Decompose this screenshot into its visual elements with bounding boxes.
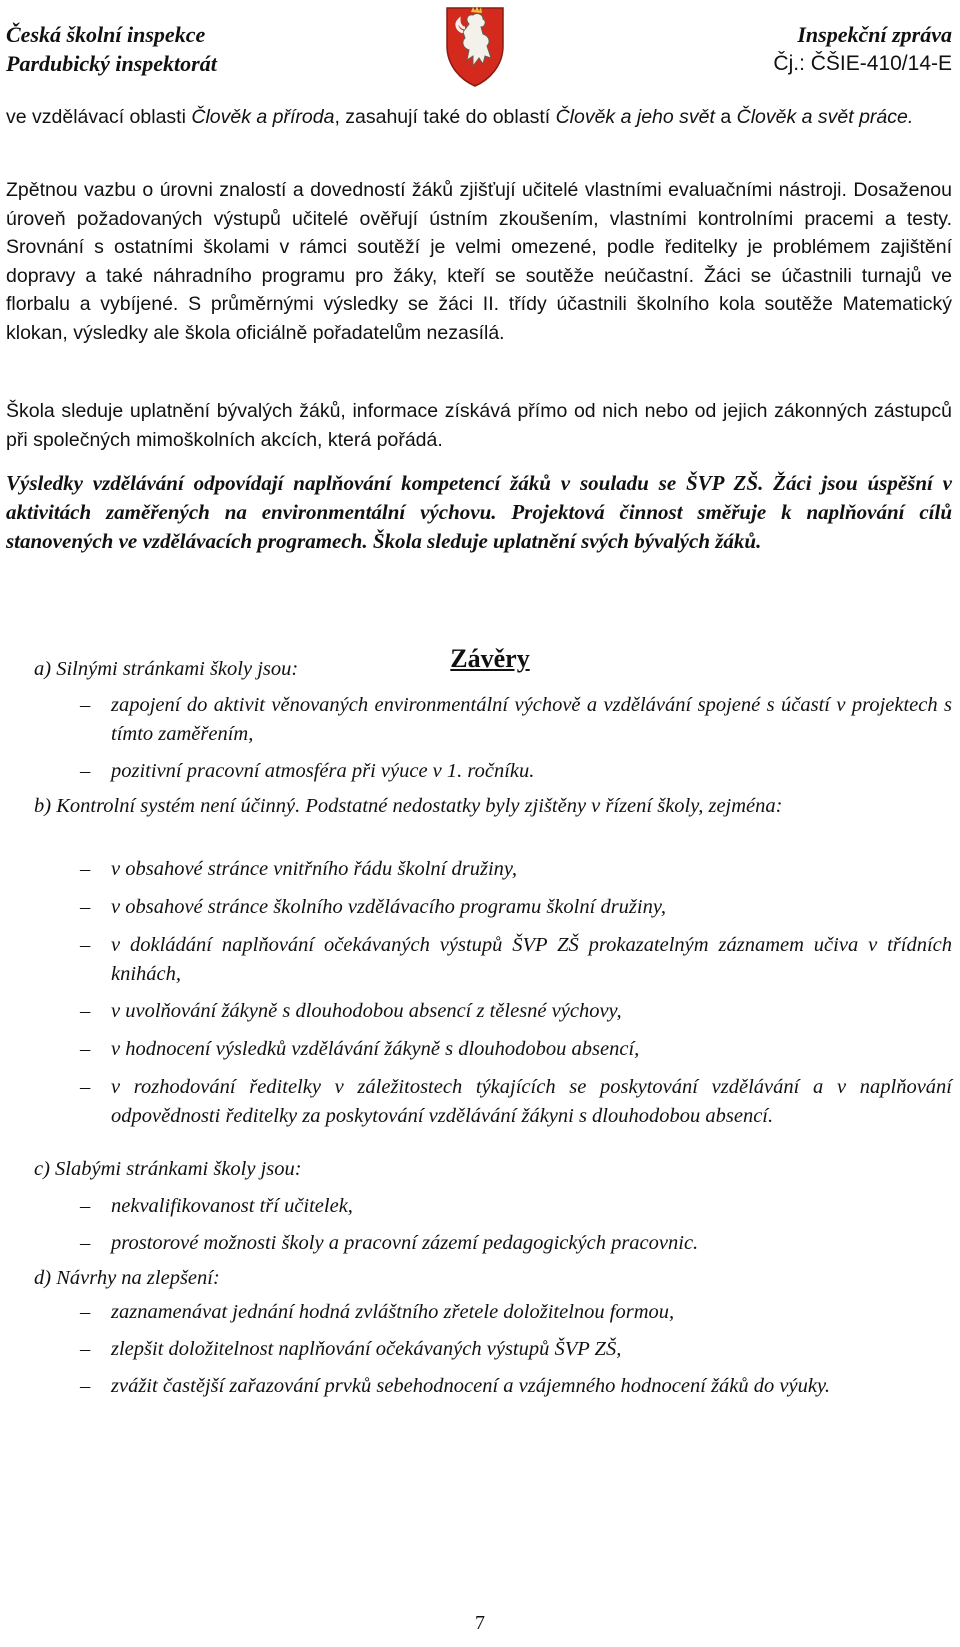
bullet-dash: – — [80, 1338, 91, 1360]
section-d-head — [34, 1264, 952, 1293]
list-item-text: prostorové možnosti školy a pracovní zázemí pedagogických pracovnic. — [111, 1232, 699, 1254]
list-item-text: v rozhodování ředitelky v záležitostech týkajících se poskytování vzdělávání a v naplňování odpovědnosti ředitelky za poskytování vzdělávání žákyni s dlouhodobou absencí. — [111, 1076, 952, 1127]
p1-text-c: , zasahují také do oblastí — [334, 106, 556, 128]
header-org: Česká školní inspekce — [6, 22, 206, 47]
paragraph-1 — [6, 103, 952, 132]
bullet-dash: – — [80, 694, 91, 716]
list-item-text: v obsahové stránce vnitřního řádu školní družiny, — [111, 858, 517, 880]
list-item-text: zvážit častější zařazování prvků sebehodnocení a vzájemného hodnocení žáků do výuky. — [111, 1375, 831, 1397]
paragraph-2: Zpětnou vazbu o úrovni znalostí a dovedností žáků zjišťují učitelé vlastními evaluačními nástroji. Dosaženou úroveň požadovaných výstupů učitelé ověřují ústním zkoušením, vlastními kontrolními pracemi a testy. Srovnání s ostatními školami v rámci soutěží je velmi omezené, podle ředitelky je problémem zajištění dopravy a také náhradního programu pro žáky, kteří se soutěže neúčastní. Žáci se účastnili turnajů ve florbalu a vybíjené. S průměrnými výsledky se žáci II. třídy účastnili školního kola soutěže Matematický klokan, výsledky ale škola oficiálně pořadatelům nezasílá. — [6, 179, 952, 344]
bullet-dash: – — [80, 858, 91, 880]
list-item-text: v hodnocení výsledků vzdělávání žákyně s dlouhodobou absencí, — [111, 1038, 640, 1060]
p1-text-f: Člověk a svět práce. — [736, 106, 914, 128]
list-item-text: pozitivní pracovní atmosféra při výuce v 1. ročníku. — [111, 760, 535, 782]
section-a-head-text: a) Silnými stránkami školy jsou: — [34, 658, 299, 680]
section-c-head-text: c) Slabými stránkami školy jsou: — [34, 1158, 302, 1180]
section-a-head — [34, 655, 952, 684]
list-item-text: v dokládání naplňování očekávaných výstupů ŠVP ZŠ prokazatelným záznamem učiva v třídních knihách, — [111, 934, 952, 985]
paragraph-3: Škola sleduje uplatnění bývalých žáků, informace získává přímo od nich nebo od jejich zákonných zástupců při společných mimoškolních akcích, která pořádá. — [6, 400, 952, 451]
list-item-text: zaznamenávat jednání hodná zvláštního zřetele doložitelnou formou, — [111, 1301, 675, 1323]
conclusions-title-text: Závěry — [450, 644, 530, 673]
bullet-dash: – — [80, 760, 91, 782]
paragraph-4-summary: Výsledky vzdělávání odpovídají naplňování kompetencí žáků v souladu se ŠVP ZŠ. Žáci jsou úspěšní v aktivitách zaměřených na environmentální výchovu. Projektová činnost směřuje k naplňování cílů stanovených ve vzdělávacích programech. Škola sleduje uplatnění svých bývalých žáků. — [6, 471, 952, 553]
list-item-text: v obsahové stránce školního vzdělávacího programu školní družiny, — [111, 896, 666, 918]
bullet-dash: – — [80, 934, 91, 956]
header-left — [6, 20, 217, 78]
p1-text-a: ve vzdělávací oblasti — [6, 106, 192, 128]
bullet-dash: – — [80, 1195, 91, 1217]
list-item-text: nekvalifikovanost tří učitelek, — [111, 1195, 353, 1217]
bullet-dash: – — [80, 1038, 91, 1060]
p1-text-e: a — [714, 106, 737, 128]
list-item-text: v uvolňování žákyně s dlouhodobou absencí z tělesné výchovy, — [111, 1000, 622, 1022]
bullet-dash: – — [80, 1076, 91, 1098]
header-doc-type: Inspekční zpráva — [797, 22, 952, 47]
list-item-text: zapojení do aktivit věnovaných environmentální výchově a vzdělávání spojené s účastí v projektech s tímto zaměřením, — [111, 694, 952, 745]
section-d-head-text: d) Návrhy na zlepšení: — [34, 1267, 220, 1289]
section-b-head-text: b) Kontrolní systém není účinný. Podstatné nedostatky byly zjištěny v řízení školy, zejména: — [34, 795, 783, 817]
header-reference: Čj.: ČŠIE-410/14-E — [773, 52, 952, 75]
section-b-head — [34, 792, 952, 821]
list-item-text: zlepšit doložitelnost naplňování očekávaných výstupů ŠVP ZŠ, — [111, 1338, 622, 1360]
bullet-dash: – — [80, 1375, 91, 1397]
p1-text-b: Člověk a příroda — [191, 106, 335, 128]
header-region: Pardubický inspektorát — [6, 51, 217, 76]
bullet-dash: – — [80, 1232, 91, 1254]
state-crest-icon — [443, 2, 507, 88]
bullet-dash: – — [80, 896, 91, 918]
bullet-dash: – — [80, 1000, 91, 1022]
page-number: 7 — [475, 1612, 485, 1634]
section-c-head — [34, 1155, 952, 1184]
bullet-dash: – — [80, 1301, 91, 1323]
header-right — [773, 20, 952, 78]
p1-text-d: Člověk a jeho svět — [555, 106, 715, 128]
